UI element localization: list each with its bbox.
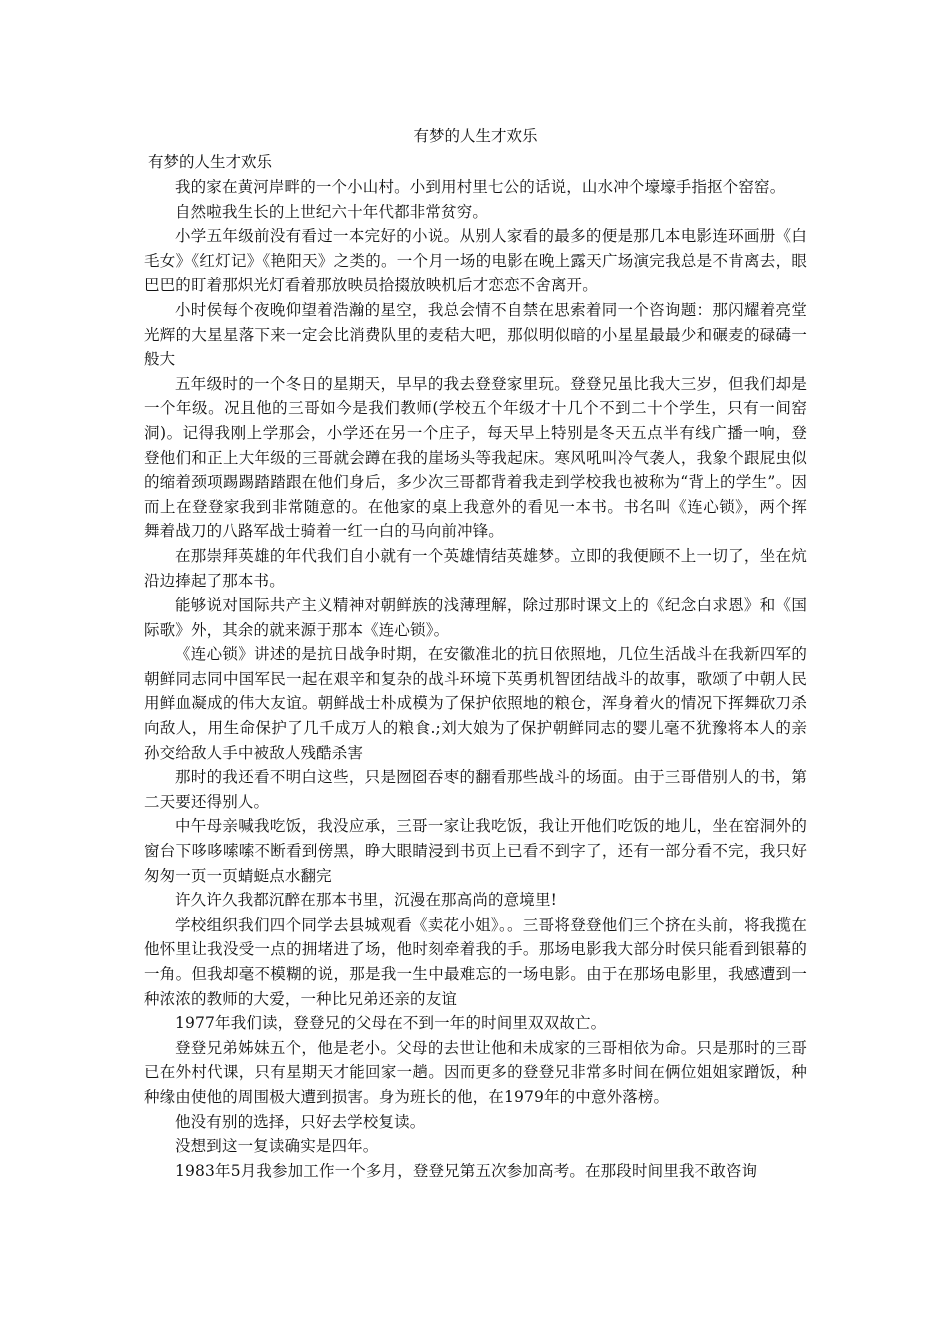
paragraph: 小时侯每个夜晚仰望着浩瀚的星空，我总会情不自禁在思索着同一个咨询题：那闪耀着亮堂光辉的大星星落下来一定会比消费队里的麦秸大吧，那似明似暗的小星星最最少和碾麦的碌碡一般大 (144, 300, 807, 369)
paragraph: 学校组织我们四个同学去县城观看《卖花小姐》。。三哥将登登他们三个挤在头前，将我揽在他怀里让我没受一点的拥堵进了场，他时刻牵着我的手。那场电影我大部分时侯只能看到银幕的一角。但我却毫不模糊的说，那是我一生中最难忘的一场电影。由于在那场电影里，我感遭到一种浓浓的教师的大爱，一种比兄弟还亲的友谊 (144, 915, 807, 1008)
paragraph: 《连心锁》讲述的是抗日战争时期，在安徽准北的抗日依照地，几位生活战斗在我新四军的朝鲜同志同中国军民一起在艰辛和复杂的战斗环境下英勇机智团结战斗的故事，歌颂了中朝人民用鲜血凝成的伟大友谊。朝鲜战士朴成模为了保护依照地的粮仓，浑身着火的情况下挥舞砍刀杀向敌人，用生命保护了几千成万人的粮食.;刘大娘为了保护朝鲜同志的婴儿毫不犹豫将本人的亲孙交给敌人手中被敌人残酷杀害 (144, 645, 807, 762)
paragraph: 他没有别的选择，只好去学校复读。 (175, 1112, 426, 1131)
paragraph: 许久许久我都沉醉在那本书里，沉漫在那高尚的意境里! (175, 891, 557, 910)
paragraph: 小学五年级前没有看过一本完好的小说。从别人家看的最多的便是那几本电影连环画册《白毛女》《红灯记》《艳阳天》之类的。一个月一场的电影在晚上露天广场演完我总是不肯离去，眼巴巴的盯着那炽光灯看着那放映员拾掇放映机后才恋恋不舍离开。 (144, 227, 807, 295)
paragraph: 能够说对国际共产主义精神对朝鲜族的浅薄理解，除过那时课文上的《纪念白求恩》和《国际歌》外，其余的就来源于那本《连心锁》。 (144, 596, 807, 639)
paragraph: 中午母亲喊我吃饭，我没应承，三哥一家让我吃饭，我让开他们吃饭的地儿，坐在窑洞外的窗台下哆哆嗦嗦不断看到傍黑，睁大眼睛浸到书页上已看不到字了，还有一部分看不完，我只好匆匆一页一页蜻蜓点水翻完 (144, 817, 807, 885)
paragraph: 1977年我们读，登登兄的父母在不到一年的时间里双双故亡。 (175, 1014, 607, 1033)
document-title: 有梦的人生才欢乐 (413, 127, 538, 145)
document-page (144, 124, 807, 1183)
paragraph: 五年级时的一个冬日的星期天，早早的我去登登家里玩。登登兄虽比我大三岁，但我们却是一个年级。况且他的三哥如今是我们教师(学校五个年级才十几个不到二十个学生，只有一间窑洞)。记得我刚上学那会，小学还在另一个庄子，每天早上特别是冬天五点半有线广播一响，登登他们和正上大年级的三哥就会蹲在我的崖场头等我起床。寒风吼叫冷气袭人，我象个跟屁虫似的缩着颈项踢踢踏踏跟在他们身后，多少次三哥都背着我走到学校我也被称为“背上的学生”。因而上在登登家我到非常随意的。在他家的桌上我意外的看见一本书。书名叫《连心锁》，两个挥舞着战刀的八路军战士骑着一红一白的马向前冲锋。 (144, 374, 807, 541)
paragraph: 没想到这一复读确实是四年。 (175, 1137, 379, 1156)
paragraph: 1983年5月我参加工作一个多月，登登兄第五次参加高考。在那段时间里我不敢咨询 (175, 1161, 758, 1180)
paragraph: 登登兄弟姊妹五个，他是老小。父母的去世让他和未成家的三哥相依为命。只是那时的三哥已在外村代课，只有星期天才能回家一趟。因而更多的登登兄非常多时间在俩位姐姐家蹭饭，种种缘由使他的周围极大遭到损害。身为班长的他，在1979年的中意外落榜。 (144, 1038, 807, 1106)
paragraph: 在那崇拜英雄的年代我们自小就有一个英雄情结英雄梦。立即的我便顾不上一切了，坐在炕沿边捧起了那本书。 (144, 546, 807, 590)
paragraph: 那时的我还看不明白这些，只是囫囵吞枣的翻看那些战斗的场面。由于三哥借别人的书，第二天要还得别人。 (144, 768, 807, 811)
paragraph: 我的家在黄河岸畔的一个小山村。小到用村里七公的话说，山水冲个壕壕手指抠个窑窑。 (175, 178, 786, 196)
paragraph: 自然啦我生长的上世纪六十年代都非常贫穷。 (175, 202, 489, 221)
document-subtitle: 有梦的人生才欢乐 (148, 153, 273, 171)
